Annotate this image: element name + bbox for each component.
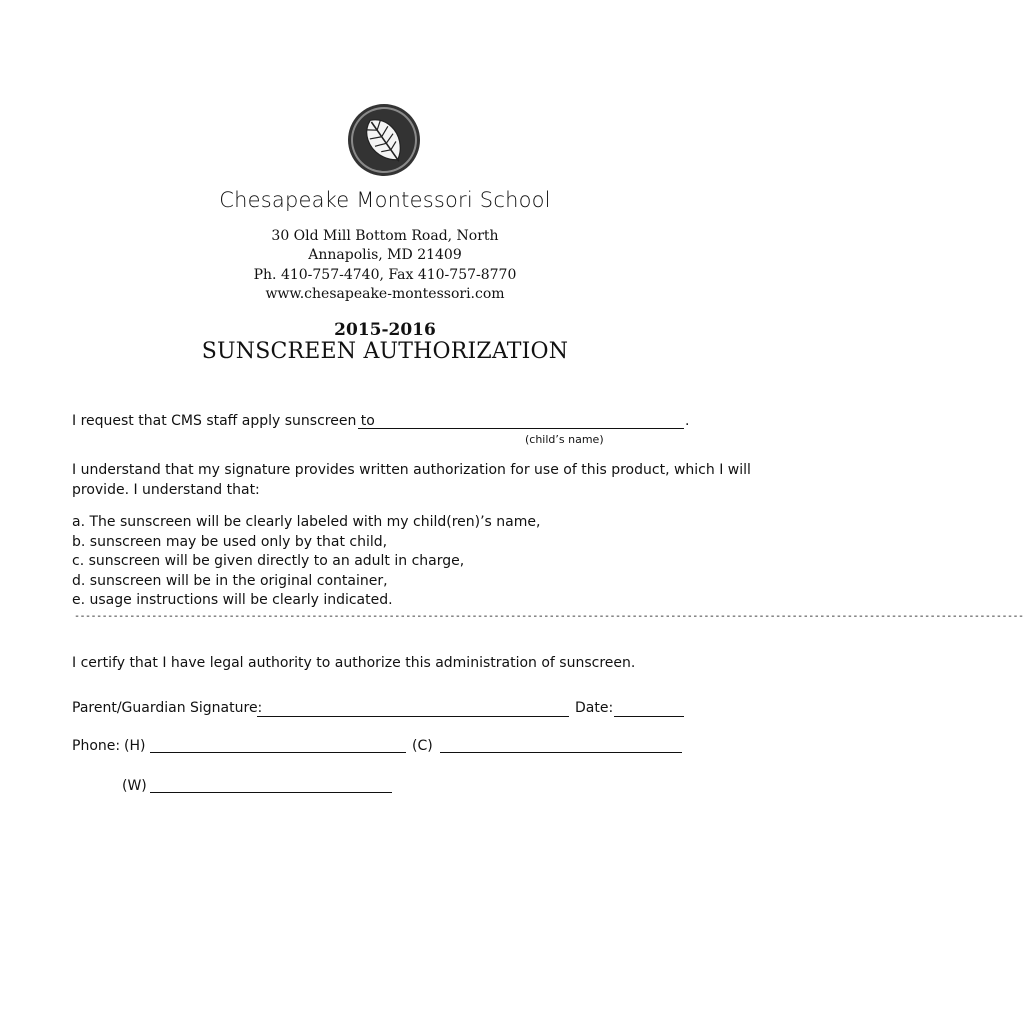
phone-fax-line: Ph. 410-757-4740, Fax 410-757-8770 [253,267,517,283]
condition-b: b. sunscreen may be used only by that child, [72,533,388,550]
understand-line-1: I understand that my signature provides written authorization for use of this product, which I will [72,462,751,478]
work-phone-field[interactable] [150,792,392,793]
date-label: Date: [575,700,614,716]
address-line-2: Annapolis, MD 21409 [308,247,462,263]
request-text: I request that CMS staff apply sunscreen to [72,413,375,429]
condition-d: d. sunscreen will be in the original container, [72,572,388,589]
home-phone-label: (H) [124,738,146,754]
school-name: Chesapeake Montessori School [219,188,551,212]
phone-label: Phone: [72,738,121,754]
condition-c: c. sunscreen will be given directly to an adult in charge, [72,553,465,570]
conditions-list [72,513,540,611]
signature-label: Parent/Guardian Signature: [72,700,263,716]
home-phone-field[interactable] [150,752,406,753]
signature-field[interactable] [257,716,569,717]
understand-line-2: provide. I understand that: [72,482,260,498]
work-phone-label: (W) [122,778,147,794]
certify-text: I certify that I have legal authority to authorize this administration of sunscreen. [72,655,636,671]
request-period: . [685,413,690,429]
cell-phone-label: (C) [412,738,433,754]
childs-name-field[interactable] [358,428,684,429]
website-line: www.chesapeake-montessori.com [265,286,505,302]
school-logo-leaf-icon [347,103,421,177]
dashed-divider: ---------------------------------------------------------------------------------------------------------------------------------------------------------------------------- [74,611,1024,622]
cell-phone-field[interactable] [440,752,682,753]
address-line-1: 30 Old Mill Bottom Road, North [271,228,499,244]
school-year: 2015-2016 [334,320,436,340]
condition-e: e. usage instructions will be clearly indicated. [72,592,393,609]
form-title: SUNSCREEN AUTHORIZATION [201,339,569,364]
condition-a: a. The sunscreen will be clearly labeled with my child(ren)’s name, [72,514,541,530]
childs-name-caption: (child’s name) [525,433,604,446]
date-field[interactable] [614,716,684,717]
